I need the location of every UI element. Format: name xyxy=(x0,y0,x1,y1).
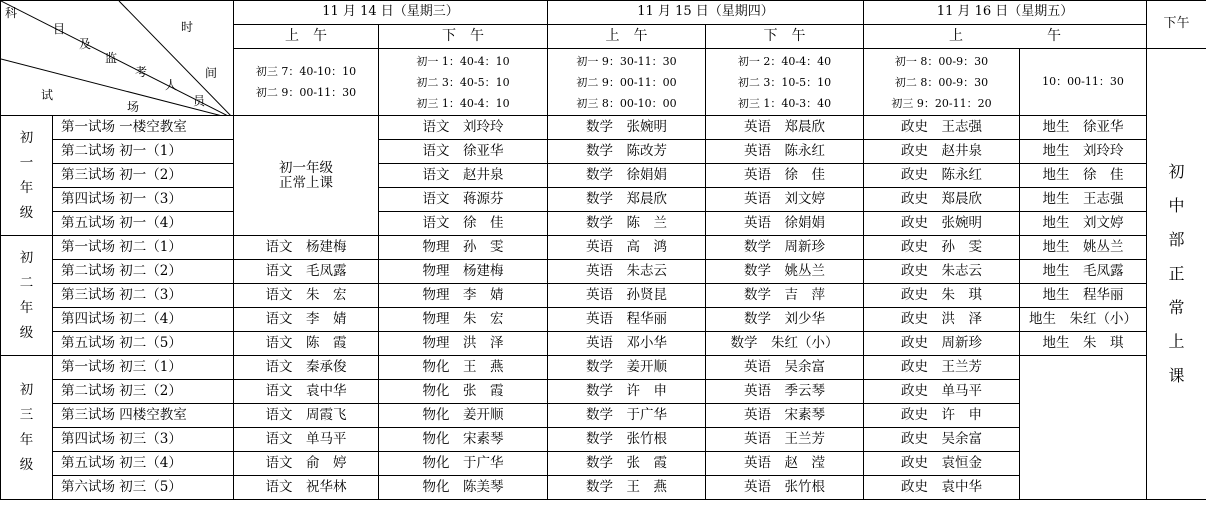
cell: 政史 郑晨欣 xyxy=(864,188,1020,212)
room-cell: 第三试场 初一（2） xyxy=(53,164,234,188)
cell: 语文 刘玲玲 xyxy=(379,116,548,140)
cell: 语文 徐 佳 xyxy=(379,212,548,236)
cell: 地生 刘文婷 xyxy=(1020,212,1147,236)
cell: 英语 王兰芳 xyxy=(706,428,864,452)
cell: 英语 吴余富 xyxy=(706,356,864,380)
cell: 英语 赵 滢 xyxy=(706,452,864,476)
cell: 政史 袁中华 xyxy=(864,476,1020,500)
cell: 政史 孙 雯 xyxy=(864,236,1020,260)
table-row xyxy=(1,260,1206,284)
cell: 英语 陈永红 xyxy=(706,140,864,164)
room-cell: 第四试场 初三（3） xyxy=(53,428,234,452)
date-header-3: 11 月 16 日（星期五） xyxy=(864,1,1147,25)
cell: 政史 朱 琪 xyxy=(864,284,1020,308)
cell: 英语 徐娟娟 xyxy=(706,212,864,236)
note-line: 初一年级 xyxy=(279,159,333,176)
time-line: 初二 3：40-5：10 xyxy=(416,75,510,89)
cell: 语文 毛凤露 xyxy=(234,260,379,284)
half-header-2: 下 午 xyxy=(379,25,548,49)
cell: 数学 张婉明 xyxy=(548,116,706,140)
cell: 英语 朱志云 xyxy=(548,260,706,284)
cell: 政史 周新珍 xyxy=(864,332,1020,356)
corner-label-shijian-1: 时 xyxy=(181,20,194,34)
room-cell: 第三试场 四楼空教室 xyxy=(53,404,234,428)
table-row xyxy=(1,236,1206,260)
cell: 数学 姚丛兰 xyxy=(706,260,864,284)
grade-char: 年 xyxy=(19,299,34,316)
time-cell-d1-pm xyxy=(379,49,548,116)
time-line: 初三 1：40-3：40 xyxy=(737,96,832,110)
cell: 物化 于广华 xyxy=(379,452,548,476)
grade-char: 三 xyxy=(19,406,34,423)
cell: 数学 刘少华 xyxy=(706,308,864,332)
cell: 数学 周新珍 xyxy=(706,236,864,260)
cell: 英语 张竹根 xyxy=(706,476,864,500)
grade-char: 初 xyxy=(19,381,34,398)
cell: 物理 孙 雯 xyxy=(379,236,548,260)
note-char: 常 xyxy=(1168,298,1185,317)
cell: 物理 洪 泽 xyxy=(379,332,548,356)
corner-label-kemu-6: 人 xyxy=(165,78,178,92)
cell: 数学 姜开顺 xyxy=(548,356,706,380)
cell: 地生 毛凤露 xyxy=(1020,260,1147,284)
cell: 地生 王志强 xyxy=(1020,188,1147,212)
cell: 语文 陈 霞 xyxy=(234,332,379,356)
cell: 英语 季云琴 xyxy=(706,380,864,404)
cell: 英语 郑晨欣 xyxy=(706,116,864,140)
grade-char: 一 xyxy=(19,154,34,171)
cell: 物化 王 燕 xyxy=(379,356,548,380)
cell: 语文 李 婧 xyxy=(234,308,379,332)
table-row xyxy=(1,188,1206,212)
table-row xyxy=(1,332,1206,356)
table-row xyxy=(1,284,1206,308)
room-cell: 第二试场 初一（1） xyxy=(53,140,234,164)
cell: 英语 高 鸿 xyxy=(548,236,706,260)
cell: 物化 陈美琴 xyxy=(379,476,548,500)
time-line: 初三 8：00-10：00 xyxy=(576,96,677,110)
cell: 英语 邓小华 xyxy=(548,332,706,356)
note-char: 初 xyxy=(1168,162,1185,181)
cell: 物理 杨建梅 xyxy=(379,260,548,284)
time-cell-d2-pm xyxy=(706,49,864,116)
time-line: 初一 2：40-4：40 xyxy=(737,54,832,68)
grade-char: 级 xyxy=(19,324,34,341)
grade-label-3 xyxy=(1,356,53,500)
grade-label-2 xyxy=(1,236,53,356)
time-line: 初一 8：00-9：30 xyxy=(894,54,989,68)
cell: 地生 刘玲玲 xyxy=(1020,140,1147,164)
room-cell: 第四试场 初一（3） xyxy=(53,188,234,212)
cell: 政史 袁恒金 xyxy=(864,452,1020,476)
note-char: 部 xyxy=(1168,230,1185,249)
cell: 数学 朱红（小） xyxy=(706,332,864,356)
cell: 物化 张 霞 xyxy=(379,380,548,404)
cell: 英语 宋素琴 xyxy=(706,404,864,428)
room-cell: 第一试场 初三（1） xyxy=(53,356,234,380)
room-cell: 第五试场 初三（4） xyxy=(53,452,234,476)
cell: 数学 王 燕 xyxy=(548,476,706,500)
cell: 政史 许 申 xyxy=(864,404,1020,428)
corner-label-kemu-1: 科 xyxy=(5,6,18,20)
corner-header xyxy=(1,1,234,116)
cell: 地生 徐亚华 xyxy=(1020,116,1147,140)
cell: 数学 郑晨欣 xyxy=(548,188,706,212)
cell: 语文 秦承俊 xyxy=(234,356,379,380)
cell: 英语 徐 佳 xyxy=(706,164,864,188)
half-header-1: 上 午 xyxy=(234,25,379,49)
corner-label-shijian-2: 间 xyxy=(205,66,218,80)
cell: 英语 程华丽 xyxy=(548,308,706,332)
cell: 语文 朱 宏 xyxy=(234,284,379,308)
time-cell-d3-am2: 10：00-11：30 xyxy=(1020,49,1147,116)
cell: 政史 陈永红 xyxy=(864,164,1020,188)
cell: 语文 徐亚华 xyxy=(379,140,548,164)
time-cell-d1-am xyxy=(234,49,379,116)
date-header-1: 11 月 14 日（星期三） xyxy=(234,1,548,25)
time-line: 初一 1：40-4：10 xyxy=(416,54,510,68)
cell: 语文 祝华林 xyxy=(234,476,379,500)
cell: 数学 徐娟娟 xyxy=(548,164,706,188)
cell: 语文 杨建梅 xyxy=(234,236,379,260)
corner-label-kemu-2: 目 xyxy=(53,22,66,36)
time-cell-d2-am xyxy=(548,49,706,116)
cell: 数学 张竹根 xyxy=(548,428,706,452)
cell: 政史 洪 泽 xyxy=(864,308,1020,332)
cell: 语文 周霞飞 xyxy=(234,404,379,428)
room-cell: 第二试场 初二（2） xyxy=(53,260,234,284)
cell: 地生 程华丽 xyxy=(1020,284,1147,308)
half-header-5: 上 午 xyxy=(864,25,1147,49)
half-header-6: 下午 xyxy=(1147,1,1206,49)
table-row xyxy=(1,140,1206,164)
cell: 语文 蒋源芬 xyxy=(379,188,548,212)
room-cell: 第一试场 初二（1） xyxy=(53,236,234,260)
half-header-3: 上 午 xyxy=(548,25,706,49)
cell: 政史 张婉明 xyxy=(864,212,1020,236)
room-cell: 第六试场 初三（5） xyxy=(53,476,234,500)
grade-char: 级 xyxy=(19,456,34,473)
note-char: 课 xyxy=(1168,366,1185,385)
corner-label-kemu-3: 及 xyxy=(79,37,92,51)
time-line: 初二 9：00-11：30 xyxy=(255,86,357,99)
table-row xyxy=(1,308,1206,332)
corner-label-kemu-7: 员 xyxy=(193,94,206,108)
note-char: 上 xyxy=(1168,332,1185,351)
time-cell-d3-am xyxy=(864,49,1020,116)
corner-label-kemu-5: 考 xyxy=(135,65,148,79)
time-line: 初三 7：40-10：10 xyxy=(255,65,357,78)
cell: 数学 许 申 xyxy=(548,380,706,404)
cell: 地生 朱红（小） xyxy=(1020,308,1147,332)
cell: 物理 李 婧 xyxy=(379,284,548,308)
cell: 物化 姜开顺 xyxy=(379,404,548,428)
date-header-2: 11 月 15 日（星期四） xyxy=(548,1,864,25)
cell: 政史 吴余富 xyxy=(864,428,1020,452)
cell: 地生 朱 琪 xyxy=(1020,332,1147,356)
cell: 英语 孙贤昆 xyxy=(548,284,706,308)
cell: 语文 俞 婷 xyxy=(234,452,379,476)
grade1-note xyxy=(234,116,379,236)
time-line: 初一 9：30-11：30 xyxy=(576,54,677,68)
cell: 政史 单马平 xyxy=(864,380,1020,404)
cell: 英语 刘文婷 xyxy=(706,188,864,212)
cell: 数学 于广华 xyxy=(548,404,706,428)
grade-char: 二 xyxy=(19,274,34,291)
cell: 语文 袁中华 xyxy=(234,380,379,404)
corner-label-shichang-2: 场 xyxy=(127,100,140,114)
half-header-4: 下 午 xyxy=(706,25,864,49)
cell: 数学 陈改芳 xyxy=(548,140,706,164)
time-line: 初三 1：40-4：10 xyxy=(416,96,510,110)
grade-char: 年 xyxy=(19,179,34,196)
room-cell: 第一试场 一楼空教室 xyxy=(53,116,234,140)
cell: 物化 宋素琴 xyxy=(379,428,548,452)
room-cell: 第二试场 初三（2） xyxy=(53,380,234,404)
cell: 语文 赵井泉 xyxy=(379,164,548,188)
cell: 语文 单马平 xyxy=(234,428,379,452)
cell: 地生 徐 佳 xyxy=(1020,164,1147,188)
cell: 数学 张 霞 xyxy=(548,452,706,476)
time-line: 初二 3：10-5：10 xyxy=(737,75,832,89)
cell: 政史 朱志云 xyxy=(864,260,1020,284)
room-cell: 第五试场 初二（5） xyxy=(53,332,234,356)
room-cell: 第五试场 初一（4） xyxy=(53,212,234,236)
grade-char: 初 xyxy=(19,249,34,266)
time-line: 初二 9：00-11：00 xyxy=(576,75,677,89)
time-line: 初三 9：20-11：20 xyxy=(891,96,992,110)
empty-cell xyxy=(1020,356,1147,500)
note-char: 中 xyxy=(1168,196,1185,215)
room-cell: 第四试场 初二（4） xyxy=(53,308,234,332)
last-column-note xyxy=(1147,49,1206,500)
cell: 政史 王兰芳 xyxy=(864,356,1020,380)
table-row xyxy=(1,164,1206,188)
corner-label-shichang-1: 试 xyxy=(41,88,54,102)
grade-char: 级 xyxy=(19,204,34,221)
cell: 数学 陈 兰 xyxy=(548,212,706,236)
cell: 地生 姚丛兰 xyxy=(1020,236,1147,260)
cell: 数学 吉 萍 xyxy=(706,284,864,308)
grade-char: 初 xyxy=(19,129,34,146)
note-line: 正常上课 xyxy=(279,174,333,191)
table-row xyxy=(1,212,1206,236)
grade-char: 年 xyxy=(19,431,34,448)
note-char: 正 xyxy=(1168,264,1185,283)
room-cell: 第三试场 初二（3） xyxy=(53,284,234,308)
cell: 物理 朱 宏 xyxy=(379,308,548,332)
cell: 政史 王志强 xyxy=(864,116,1020,140)
corner-label-kemu-4: 监 xyxy=(105,51,118,65)
time-line: 初二 8：00-9：30 xyxy=(894,75,989,89)
grade-label-1 xyxy=(1,116,53,236)
table-row xyxy=(1,356,1206,380)
table-row xyxy=(1,116,1206,140)
cell: 政史 赵井泉 xyxy=(864,140,1020,164)
